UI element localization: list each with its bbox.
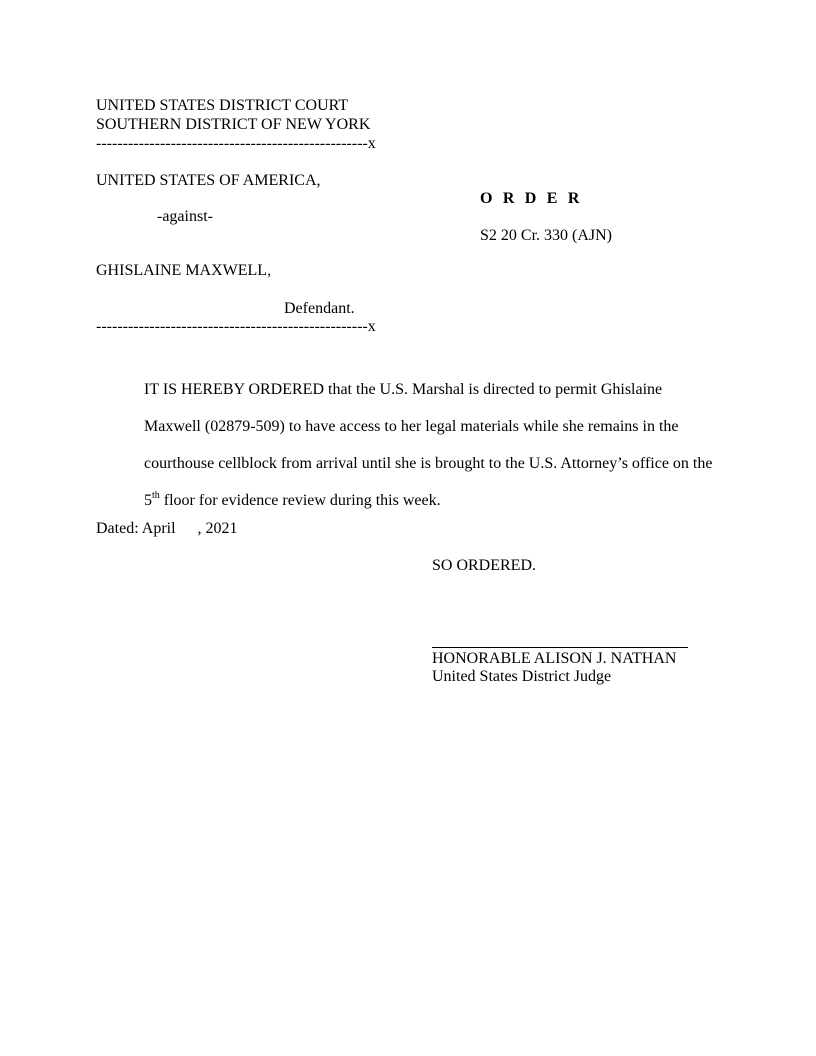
judge-name: HONORABLE ALISON J. NATHAN — [432, 650, 677, 667]
defendant-label: Defendant. — [284, 300, 355, 317]
judge-title: United States District Judge — [432, 668, 612, 685]
dated-line — [96, 520, 238, 538]
dated-suffix: , 2021 — [197, 520, 238, 537]
court-name-line2: SOUTHERN DISTRICT OF NEW YORK — [96, 116, 371, 133]
defendant-name: GHISLAINE MAXWELL, — [96, 262, 272, 279]
dated-prefix: Dated: April — [96, 520, 176, 537]
signature-line — [432, 647, 688, 648]
order-body — [96, 371, 716, 519]
order-title: O R D E R — [480, 190, 583, 207]
order-text-part2: floor for evidence review during this week. — [159, 492, 441, 509]
caption-divider-bottom: ---------------------------------------------------x — [96, 318, 376, 335]
caption-divider-top: ---------------------------------------------------x — [96, 135, 376, 152]
order-paragraph — [96, 371, 716, 519]
court-name-line1: UNITED STATES DISTRICT COURT — [96, 97, 349, 114]
ordinal-superscript: th — [152, 489, 160, 501]
order-text-part1: IT IS HEREBY ORDERED that the U.S. Marshal is directed to permit Ghislaine Maxwell (02879-509) to have access to her legal materials while she remains in the courthouse cellblock from arrival until she is brought to the U.S. Attorney’s office on the 5 — [144, 381, 713, 509]
case-number: S2 20 Cr. 330 (AJN) — [480, 227, 613, 244]
plaintiff-name: UNITED STATES OF AMERICA, — [96, 172, 321, 189]
so-ordered-label: SO ORDERED. — [432, 557, 537, 574]
against-label: -against- — [157, 208, 213, 225]
